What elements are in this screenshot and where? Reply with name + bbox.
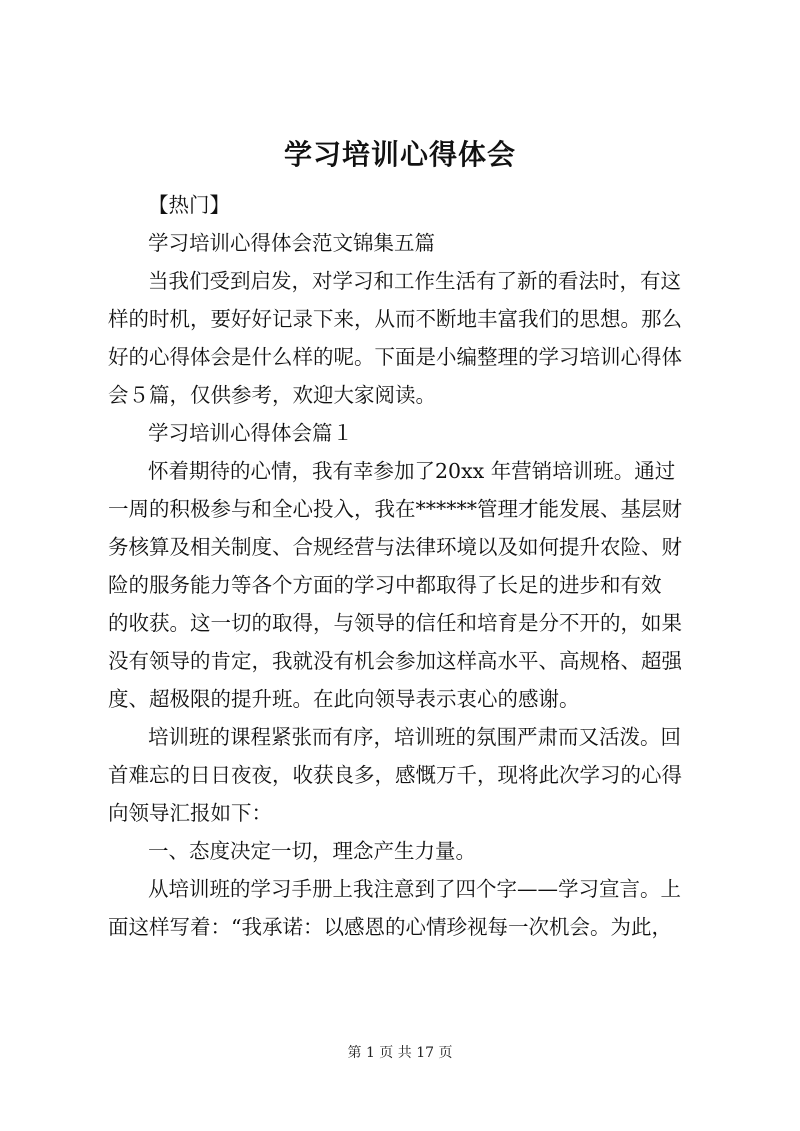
page-footer: 第 1 页 共 17 页 bbox=[347, 1045, 453, 1061]
paragraph-line: 样的时机，要好好记录下来，从而不断地丰富我们的思想。那么 bbox=[108, 307, 682, 331]
paragraph-line: 首难忘的日日夜夜，收获良多，感慨万千，现将此次学习的心得 bbox=[108, 763, 682, 787]
numbered-heading: 一、态度决定一切，理念产生力量。 bbox=[148, 839, 476, 863]
paragraph-line: 从培训班的学习手册上我注意到了四个字——学习宣言。上 bbox=[148, 877, 681, 901]
paragraph-section-3 bbox=[108, 870, 698, 946]
paragraph-line: 一周的积极参与和全心投入，我在******管理才能发展、基层财 bbox=[108, 497, 682, 521]
paragraph-line: 的收获。这一切的取得，与领导的信任和培育是分不开的，如果 bbox=[108, 611, 682, 635]
paragraph-line: 面这样写着：“我承诺：以感恩的心情珍视每一次机会。为此， bbox=[108, 915, 672, 939]
paragraph-line: 险的服务能力等各个方面的学习中都取得了长足的进步和有效 bbox=[108, 573, 662, 597]
paragraph-line: 向领导汇报如下： bbox=[108, 801, 272, 825]
section-heading: 学习培训心得体会篇１ bbox=[148, 421, 353, 445]
paragraph-line: 培训班的课程紧张而有序，培训班的氛围严肃而又活泼。回 bbox=[148, 725, 681, 749]
paragraph-line: 当我们受到启发，对学习和工作生活有了新的看法时，有这 bbox=[148, 269, 681, 293]
document-title: 学习培训心得体会 bbox=[283, 138, 516, 171]
document-body bbox=[108, 186, 698, 946]
tag-label: 【热门】 bbox=[148, 193, 230, 217]
paragraph-line: 度、超极限的提升班。在此向领导表示衷心的感谢。 bbox=[108, 687, 580, 711]
paragraph-line: 没有领导的肯定，我就没有机会参加这样高水平、高规格、超强 bbox=[108, 649, 682, 673]
paragraph-section-1 bbox=[108, 452, 698, 718]
paragraph-intro bbox=[108, 262, 698, 414]
paragraph-line: 会５篇，仅供参考，欢迎大家阅读。 bbox=[108, 383, 436, 407]
paragraph-line: 好的心得体会是什么样的呢。下面是小编整理的学习培训心得体 bbox=[108, 345, 682, 369]
subtitle: 学习培训心得体会范文锦集五篇 bbox=[148, 231, 435, 255]
paragraph-line: 怀着期待的心情，我有幸参加了20xx 年营销培训班。通过 bbox=[148, 459, 676, 483]
paragraph-section-2 bbox=[108, 718, 698, 832]
paragraph-line: 务核算及相关制度、合规经营与法律环境以及如何提升农险、财 bbox=[108, 535, 682, 559]
